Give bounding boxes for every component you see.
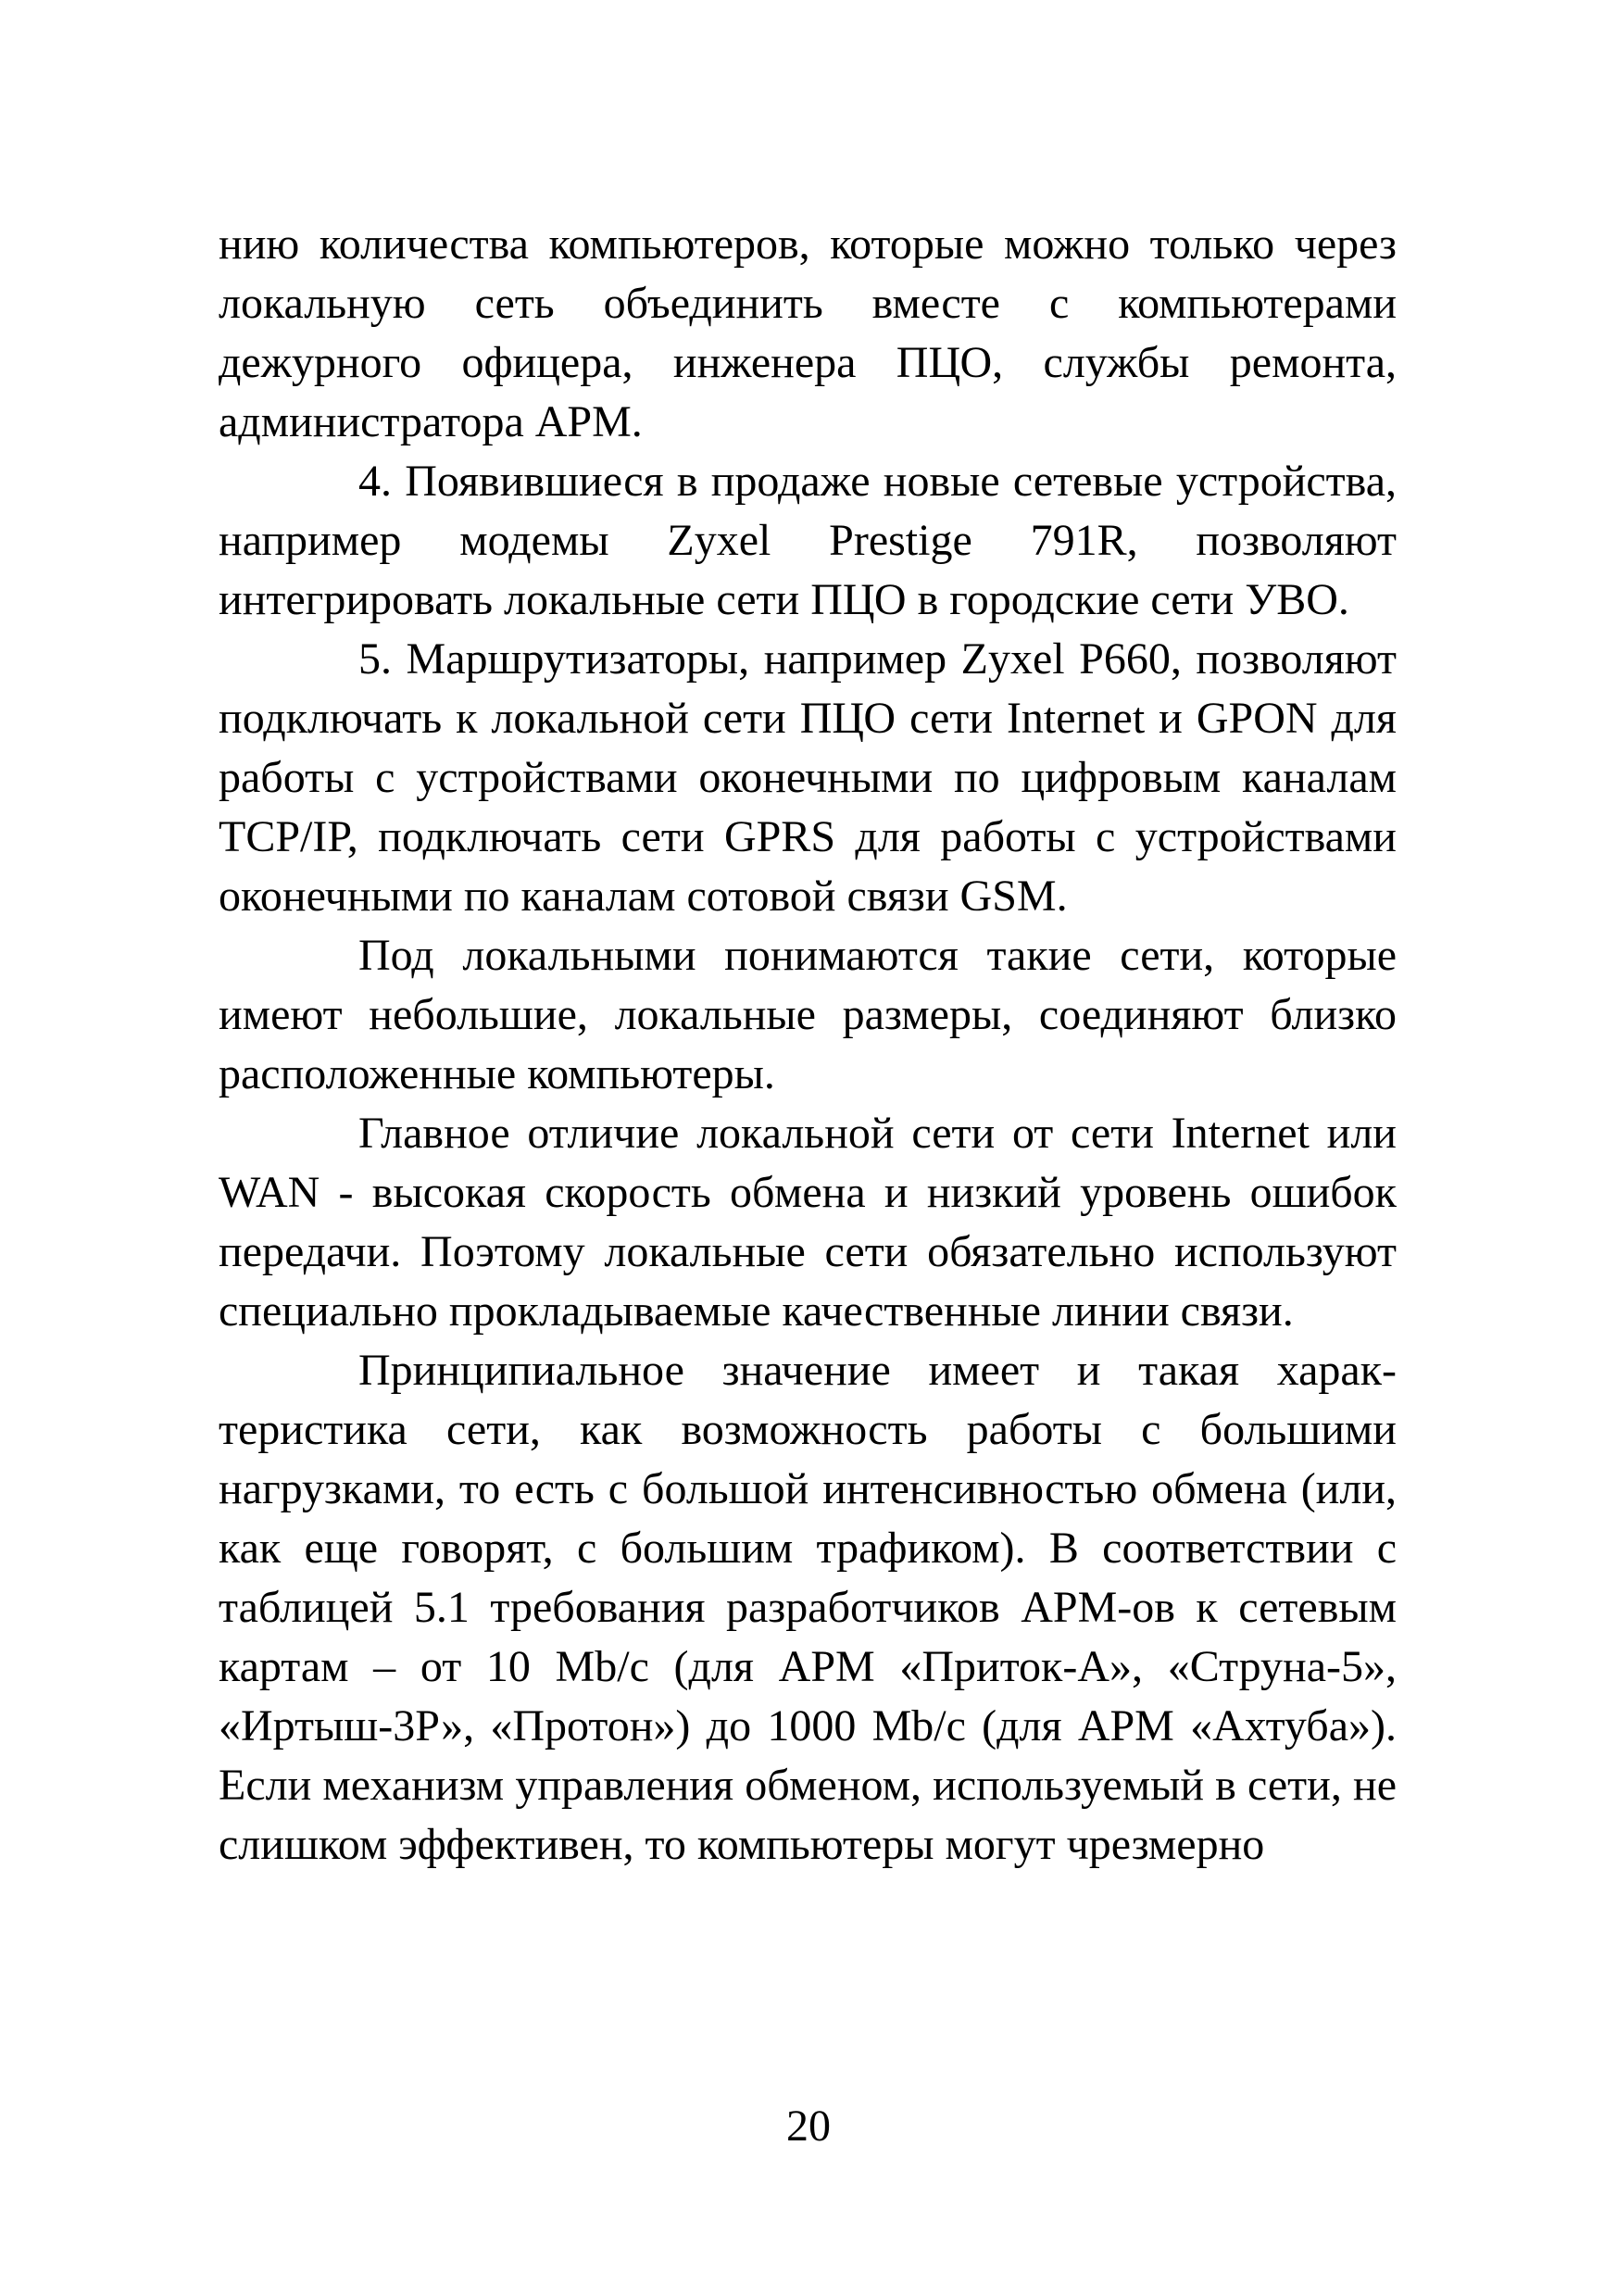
- paragraph-continuation: нию количества компьютеров, которые можно только через локальную сеть объединить вместе с компьютерами дежурного офицера, инженера ПЦО, службы ремонта, администратора АРМ.: [219, 220, 1397, 446]
- body-text: [219, 215, 1397, 1875]
- page-number: 20: [786, 2102, 831, 2151]
- paragraph-item-4: 4. Появившиеся в продаже новые сетевые устройства, например модемы Zyxel Prestige 791R, позволяют интегрировать локальные сети ПЦО в городские сети УВО.: [219, 457, 1397, 624]
- paragraph-main-difference: Главное отличие локальной сети от сети Internet или WAN - высокая скорость обмена и низкий уровень ошибок передачи. Поэтому локальные сети обязательно используют специально прокладываемые качественные линии связи.: [219, 1109, 1397, 1336]
- paragraph-item-5: 5. Маршрутизаторы, например Zyxel P660, позволяют подключать к локальной сети ПЦО сети Internet и GPON для работы с устройствами оконечными по цифровым каналам TCP/IP, подключать сети GPRS для работы с устройствами оконечными по каналам сотовой связи GSM.: [219, 634, 1397, 921]
- paragraph-load-characteristic: Принципиальное значение имеет и такая характеристика сети, как возможность работы с большими нагрузками, то есть с большой интенсивностью обмена (или, как еще говорят, с большим трафиком). В соответствии с таблицей 5.1 требования разработчиков АРМ-ов к сетевым картам – от 10 Mb/с (для АРМ «Приток-А», «Струна-5», «Иртыш-3Р», «Протон») до 1000 Mb/с (для АРМ «Ахтуба»). Если механизм управления обменом, используемый в сети, не слишком эффективен, то компьютеры могут чрезмерно: [219, 1346, 1397, 1869]
- paragraph-local-networks: Под локальными понимаются такие сети, которые имеют небольшие, локальные размеры, соединяют близко расположенные компьютеры.: [219, 931, 1397, 1098]
